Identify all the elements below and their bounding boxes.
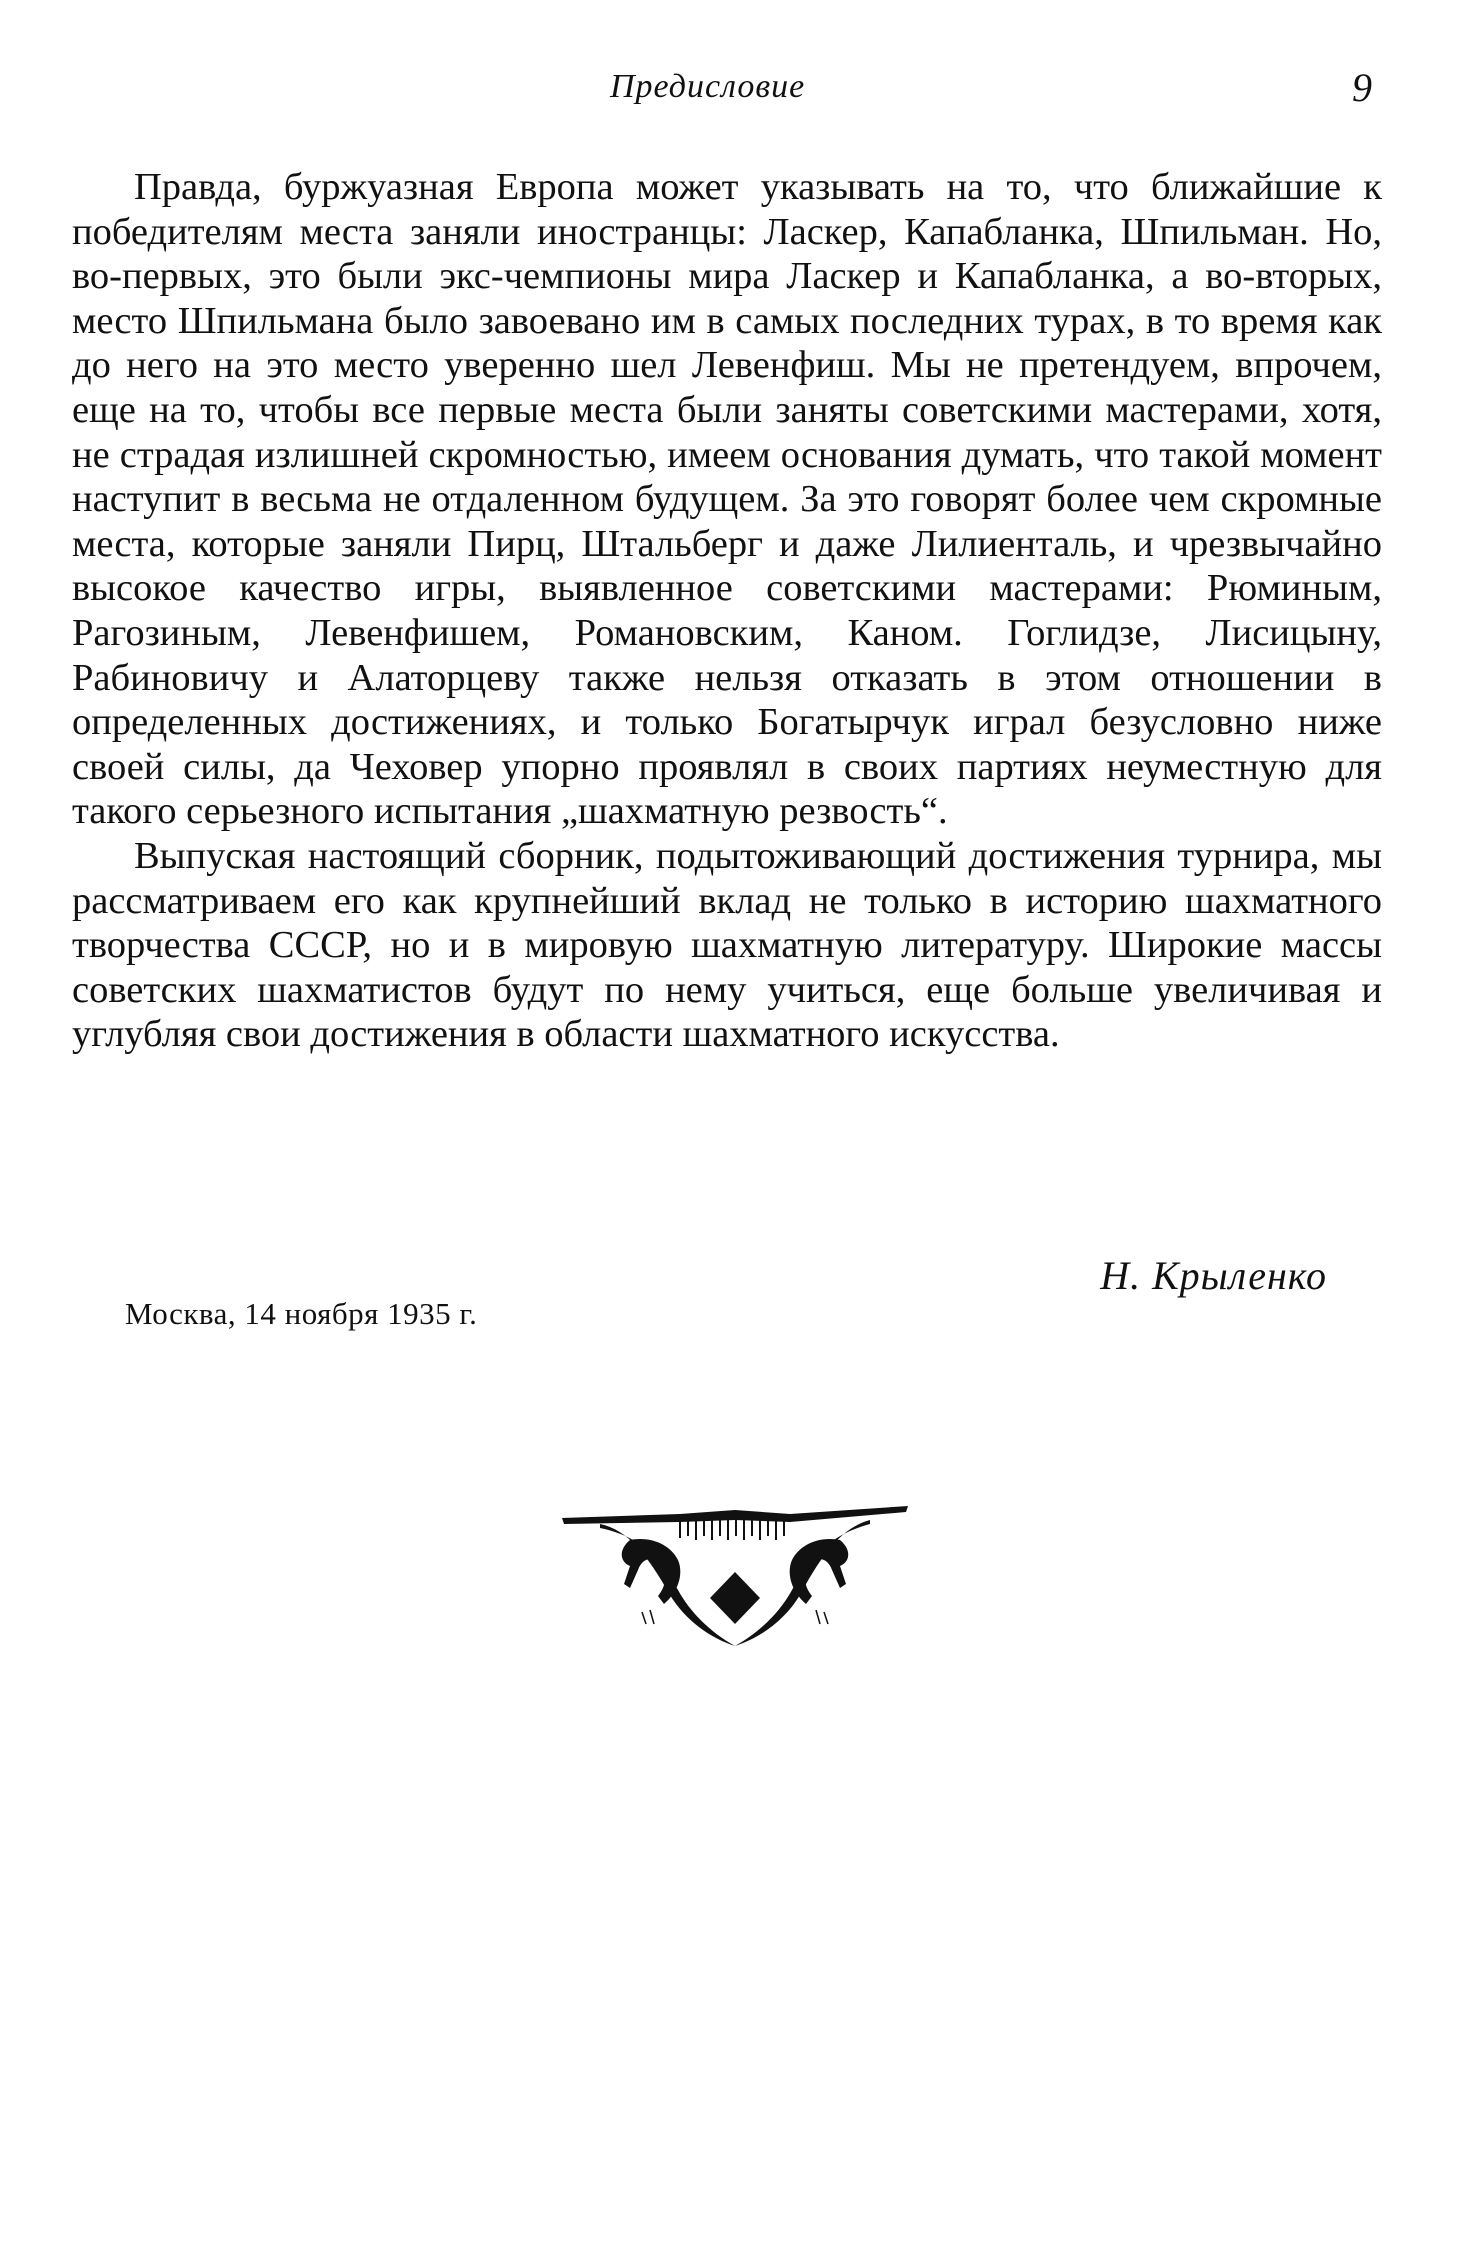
author-signature: Н. Крыленко <box>1100 1253 1327 1298</box>
page-number: 9 <box>1352 65 1372 110</box>
preface-body <box>72 165 1382 1057</box>
place-date: Москва, 14 ноября 1935 г. <box>125 1296 478 1331</box>
horse-heads-ornament-icon <box>560 1500 910 1650</box>
paragraph-2: Выпуская настоящий сборник, подытоживающий достижения турнира, мы рассматриваем его как крупнейший вклад не только в историю шахматного творчества СССР, но и в мировую шахматную литературу. Широкие массы советских шахматистов будут по нему учиться, еще больше увеличивая и углубляя свои достижения в области шахматного искусства. <box>72 834 1382 1056</box>
running-head <box>0 65 1459 118</box>
paragraph-1: Правда, буржуазная Европа может указывать на то, что ближайшие к победителям места заняли иностранцы: Ласкер, Капабланка, Шпильман. Но, во-первых, это были экс-чемпионы мира Ласкер и Капабланка, а во-вторых, место Шпильмана было завоевано им в самых последних турах, в то время как до него на это место уверенно шел Левенфиш. Мы не претендуем, впрочем, еще на то, чтобы все первые места были заняты советскими мастерами, хотя, не страдая излишней скромностью, имеем основания думать, что такой момент наступит в весьма не отдаленном будущем. За это говорят более чем скромные места, которые заняли Пирц, Штальберг и даже Лилиенталь, и чрезвычайно высокое качество игры, выявленное советскими мастерами: Рюминым, Рагозиным, Левенфишем, Романовским, Каном. Гоглидзе, Лисицыну, Рабиновичу и Алаторцеву также нельзя отказать в этом отношении в определенных достижениях, и только Богатырчук играл безусловно ниже своей силы, да Чеховер упорно проявлял в своих партиях неуместную для такого серьезного испытания „шахматную резвость“. <box>72 166 1382 833</box>
running-title: Предисловие <box>610 68 806 105</box>
